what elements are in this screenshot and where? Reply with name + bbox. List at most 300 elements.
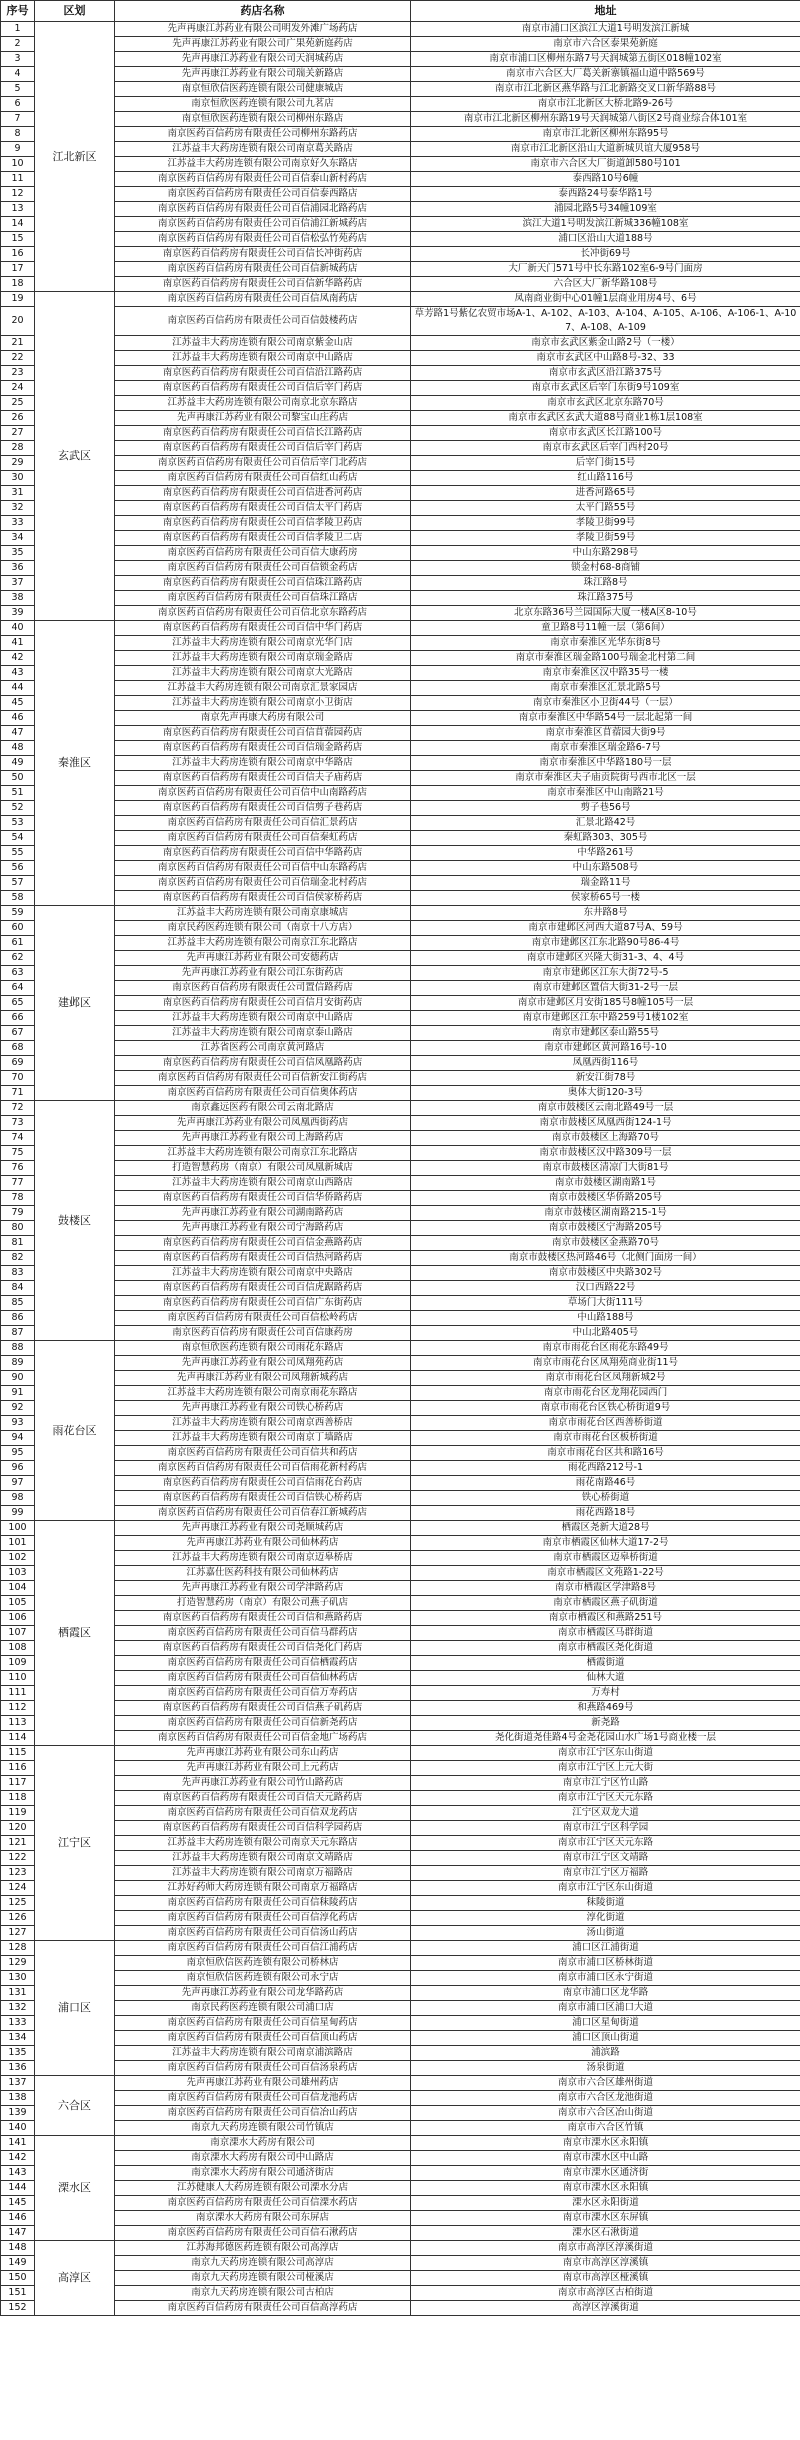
- address-cell: 南京市秦淮区苜蓿园大街9号: [411, 726, 800, 741]
- table-row: [1, 606, 800, 621]
- row-index: 95: [1, 1446, 35, 1461]
- address-cell: 溧水区永阳街道: [411, 2196, 800, 2211]
- row-index: 61: [1, 936, 35, 951]
- table-row: [1, 82, 800, 97]
- table-row: [1, 1746, 800, 1761]
- pharmacy-name-cell: 南京医药百信药房有限责任公司百信秦虹药店: [115, 831, 411, 846]
- address-cell: 南京市建邺区江东大街72号-5: [411, 966, 800, 981]
- address-cell: 南京市鼓楼区云南北路49号一层: [411, 1101, 800, 1116]
- table-row: [1, 711, 800, 726]
- row-index: 8: [1, 127, 35, 142]
- address-cell: 南京市玄武区长江路100号: [411, 426, 800, 441]
- table-row: [1, 217, 800, 232]
- row-index: 89: [1, 1356, 35, 1371]
- address-cell: 南京市鼓楼区金燕路70号: [411, 1236, 800, 1251]
- row-index: 48: [1, 741, 35, 756]
- row-index: 149: [1, 2256, 35, 2271]
- row-index: 37: [1, 576, 35, 591]
- pharmacy-name-cell: 南京医药百信药房有限责任公司百信浦园北路药店: [115, 202, 411, 217]
- address-cell: 南京市玄武区玄武大道88号商业1栋1层108室: [411, 411, 800, 426]
- pharmacy-name-cell: 先声再康江苏药业有限公司铁心桥药店: [115, 1401, 411, 1416]
- pharmacy-name-cell: 南京医药百信药房有限责任公司百信剪子巷药店: [115, 801, 411, 816]
- table-row: [1, 187, 800, 202]
- row-index: 137: [1, 2076, 35, 2091]
- row-index: 81: [1, 1236, 35, 1251]
- row-index: 42: [1, 651, 35, 666]
- row-index: 53: [1, 816, 35, 831]
- pharmacy-name-cell: 江苏益丰大药房连锁有限公司南京瑞金路店: [115, 651, 411, 666]
- pharmacy-name-cell: 南京医药百信药房有限责任公司百信瑞金路药店: [115, 741, 411, 756]
- row-index: 44: [1, 681, 35, 696]
- address-cell: 南京市溧水区中山路: [411, 2151, 800, 2166]
- row-index: 57: [1, 876, 35, 891]
- table-row: [1, 2046, 800, 2061]
- row-index: 117: [1, 1776, 35, 1791]
- address-cell: 南京市秦淮区汇景北路5号: [411, 681, 800, 696]
- row-index: 136: [1, 2061, 35, 2076]
- address-cell: 中华路261号: [411, 846, 800, 861]
- table-row: [1, 2121, 800, 2136]
- pharmacy-name-cell: 江苏益丰大药房连锁有限公司南京西善桥店: [115, 1416, 411, 1431]
- row-index: 22: [1, 351, 35, 366]
- address-cell: 铁心桥街道: [411, 1491, 800, 1506]
- address-cell: 珠江路8号: [411, 576, 800, 591]
- table-row: [1, 1731, 800, 1746]
- address-cell: 浦口区沿山大道188号: [411, 232, 800, 247]
- table-row: [1, 2241, 800, 2256]
- row-index: 110: [1, 1671, 35, 1686]
- address-cell: 新安江街78号: [411, 1071, 800, 1086]
- pharmacy-name-cell: 南京医药百信药房有限责任公司百信孝陵卫二店: [115, 531, 411, 546]
- address-cell: 南京市六合区冶山街道: [411, 2106, 800, 2121]
- table-row: [1, 2061, 800, 2076]
- table-row: [1, 1896, 800, 1911]
- table-row: [1, 67, 800, 82]
- row-index: 84: [1, 1281, 35, 1296]
- row-index: 124: [1, 1881, 35, 1896]
- table-row: [1, 1176, 800, 1191]
- table-row: [1, 1086, 800, 1101]
- table-row: [1, 1596, 800, 1611]
- row-index: 38: [1, 591, 35, 606]
- table-row: [1, 411, 800, 426]
- address-cell: 秦虹路303、305号: [411, 831, 800, 846]
- address-cell: 汤山街道: [411, 1926, 800, 1941]
- address-cell: 南京市栖霞区学津路8号: [411, 1581, 800, 1596]
- pharmacy-name-cell: 南京医药百信药房有限责任公司百信和燕路药店: [115, 1611, 411, 1626]
- address-cell: 剪子巷56号: [411, 801, 800, 816]
- row-index: 85: [1, 1296, 35, 1311]
- pharmacy-name-cell: 先声再康江苏药业有限公司天润城药店: [115, 52, 411, 67]
- table-row: [1, 1581, 800, 1596]
- district-cell: 秦淮区: [35, 621, 115, 906]
- pharmacy-name-cell: 南京溧水大药房有限公司通济街店: [115, 2166, 411, 2181]
- address-cell: 孝陵卫街99号: [411, 516, 800, 531]
- pharmacy-name-cell: 南京医药百信药房有限责任公司百信共和药店: [115, 1446, 411, 1461]
- address-cell: 南京市高淳区淳溪镇: [411, 2256, 800, 2271]
- table-row: [1, 861, 800, 876]
- pharmacy-name-cell: 南京恒欣医药连锁有限公司九茗店: [115, 97, 411, 112]
- table-row: [1, 996, 800, 1011]
- row-index: 3: [1, 52, 35, 67]
- address-cell: 大厂新天门571号中长东路102室6-9号门面房: [411, 262, 800, 277]
- address-cell: 雨花西路18号: [411, 1506, 800, 1521]
- district-cell: 江北新区: [35, 22, 115, 292]
- table-row: [1, 891, 800, 906]
- pharmacy-name-cell: 南京医药百信药房有限责任公司百信新华路药店: [115, 277, 411, 292]
- address-cell: 六合区大厂新华路108号: [411, 277, 800, 292]
- table-row: [1, 696, 800, 711]
- row-index: 68: [1, 1041, 35, 1056]
- address-cell: 南京市建邺区置信大街31-2号一层: [411, 981, 800, 996]
- table-row: [1, 1866, 800, 1881]
- address-cell: 南京市秦淮区小卫街44号（一层）: [411, 696, 800, 711]
- address-cell: 草场门大街111号: [411, 1296, 800, 1311]
- pharmacy-name-cell: 江苏海邦德医药连锁有限公司高淳店: [115, 2241, 411, 2256]
- pharmacy-name-cell: 南京医药百信药房有限责任公司百信长江路药店: [115, 426, 411, 441]
- address-cell: 太平门路55号: [411, 501, 800, 516]
- address-cell: 万寿村: [411, 1686, 800, 1701]
- table-row: [1, 1311, 800, 1326]
- row-index: 92: [1, 1401, 35, 1416]
- address-cell: 南京市江北新区柳州东路95号: [411, 127, 800, 142]
- table-row: [1, 651, 800, 666]
- pharmacy-name-cell: 南京九天药房连锁有限公司古柏店: [115, 2286, 411, 2301]
- row-index: 122: [1, 1851, 35, 1866]
- row-index: 93: [1, 1416, 35, 1431]
- table-row: [1, 1971, 800, 1986]
- address-cell: 南京市江北新区沿山大道新城贝谊大厦958号: [411, 142, 800, 157]
- row-index: 119: [1, 1806, 35, 1821]
- table-row: [1, 1116, 800, 1131]
- row-index: 80: [1, 1221, 35, 1236]
- address-cell: 南京市建邺区江东中路259号1楼102室: [411, 1011, 800, 1026]
- header-index: 序号: [1, 1, 35, 22]
- row-index: 99: [1, 1506, 35, 1521]
- pharmacy-name-cell: 南京医药百信药房有限责任公司百信红山药店: [115, 471, 411, 486]
- address-cell: 锁金村68-8商铺: [411, 561, 800, 576]
- address-cell: 中山东路508号: [411, 861, 800, 876]
- table-row: [1, 726, 800, 741]
- pharmacy-name-cell: 先声再康江苏药业有限公司江东街药店: [115, 966, 411, 981]
- table-row: [1, 2151, 800, 2166]
- row-index: 77: [1, 1176, 35, 1191]
- address-cell: 南京市秦淮区光华东街8号: [411, 636, 800, 651]
- address-cell: 中山路188号: [411, 1311, 800, 1326]
- table-row: [1, 1131, 800, 1146]
- address-cell: 南京市江宁区科学园: [411, 1821, 800, 1836]
- row-index: 131: [1, 1986, 35, 2001]
- pharmacy-name-cell: 南京恒欣医药连锁有限公司柳州东路店: [115, 112, 411, 127]
- address-cell: 南京市江北新区柳州东路19号天润城第八街区2号商业综合体101室: [411, 112, 800, 127]
- address-cell: 南京市鼓楼区汉中路309号一层: [411, 1146, 800, 1161]
- address-cell: 南京市栖霞区尧化街道: [411, 1641, 800, 1656]
- row-index: 128: [1, 1941, 35, 1956]
- pharmacy-name-cell: 先声再康江苏药业有限公司仙林药店: [115, 1536, 411, 1551]
- address-cell: 草芳路1号紫亿农贸市场A-1、A-102、A-103、A-104、A-105、A-106、A-106-1、A-107、A-108、A-109: [411, 307, 800, 336]
- address-cell: 凤凰西街116号: [411, 1056, 800, 1071]
- row-index: 23: [1, 366, 35, 381]
- row-index: 141: [1, 2136, 35, 2151]
- address-cell: 南京市江宁区天元东路: [411, 1836, 800, 1851]
- pharmacy-name-cell: 南京民药医药连锁有限公司（南京十八方店）: [115, 921, 411, 936]
- address-cell: 南京市高淳区淳溪街道: [411, 2241, 800, 2256]
- pharmacy-name-cell: 江苏益丰大药房连锁有限公司南京康城店: [115, 906, 411, 921]
- pharmacy-name-cell: 南京医药百信药房有限责任公司百信锁金药店: [115, 561, 411, 576]
- row-index: 17: [1, 262, 35, 277]
- row-index: 39: [1, 606, 35, 621]
- pharmacy-name-cell: 南京医药百信药房有限责任公司百信浦江新城药店: [115, 217, 411, 232]
- table-row: [1, 1206, 800, 1221]
- address-cell: 泰西路10号6幢: [411, 172, 800, 187]
- pharmacy-name-cell: 南京医药百信药房有限责任公司百信新尧药店: [115, 1716, 411, 1731]
- table-row: [1, 1491, 800, 1506]
- row-index: 100: [1, 1521, 35, 1536]
- pharmacy-name-cell: 南京医药百信药房有限责任公司百信汇景药店: [115, 816, 411, 831]
- address-cell: 南京市江宁区天元东路: [411, 1791, 800, 1806]
- table-row: [1, 981, 800, 996]
- table-row: [1, 1461, 800, 1476]
- row-index: 15: [1, 232, 35, 247]
- pharmacy-name-cell: 南京医药百信药房有限责任公司百信尧化门药店: [115, 1641, 411, 1656]
- address-cell: 南京市江北新区大桥北路9-26号: [411, 97, 800, 112]
- row-index: 145: [1, 2196, 35, 2211]
- pharmacy-name-cell: 南京医药百信药房有限责任公司百信华侨路药店: [115, 1191, 411, 1206]
- pharmacy-name-cell: 江苏益丰大药房连锁有限公司南京好久东路店: [115, 157, 411, 172]
- row-index: 91: [1, 1386, 35, 1401]
- pharmacy-name-cell: 南京医药百信药房有限责任公司百信后宰门药店: [115, 441, 411, 456]
- address-cell: 南京市江宁区东山街道: [411, 1881, 800, 1896]
- address-cell: 南京市玄武区沿江路375号: [411, 366, 800, 381]
- table-row: [1, 1701, 800, 1716]
- pharmacy-name-cell: 江苏益丰大药房连锁有限公司南京中央路店: [115, 1266, 411, 1281]
- address-cell: 南京市六合区大厂街道卸580号101: [411, 157, 800, 172]
- table-row: [1, 1551, 800, 1566]
- pharmacy-name-cell: 南京医药百信药房有限责任公司百信长冲街药店: [115, 247, 411, 262]
- table-row: [1, 1191, 800, 1206]
- pharmacy-name-cell: 南京医药百信药房有限责任公司百信后宰门北药店: [115, 456, 411, 471]
- pharmacy-name-cell: 南京医药百信药房有限责任公司百信奥体药店: [115, 1086, 411, 1101]
- table-row: [1, 2181, 800, 2196]
- address-cell: 瑞金路11号: [411, 876, 800, 891]
- table-row: [1, 1821, 800, 1836]
- address-cell: 南京市六合区大厂葛关新寨镇福山道中路569号: [411, 67, 800, 82]
- address-cell: 进香河路65号: [411, 486, 800, 501]
- table-row: [1, 501, 800, 516]
- pharmacy-name-cell: 南京医药百信药房有限责任公司百信燕子矶药店: [115, 1701, 411, 1716]
- address-cell: 南京市雨花台区凤翔苑商业街11号: [411, 1356, 800, 1371]
- row-index: 130: [1, 1971, 35, 1986]
- row-index: 112: [1, 1701, 35, 1716]
- address-cell: 南京市浦口区浦口大道: [411, 2001, 800, 2016]
- table-row: [1, 876, 800, 891]
- table-row: [1, 1686, 800, 1701]
- row-index: 12: [1, 187, 35, 202]
- pharmacy-name-cell: 南京医药百信药房有限责任公司百信马群药店: [115, 1626, 411, 1641]
- table-row: [1, 906, 800, 921]
- table-row: [1, 2136, 800, 2151]
- address-cell: 滨江大道1号明发滨江新城336幢108室: [411, 217, 800, 232]
- row-index: 150: [1, 2271, 35, 2286]
- pharmacy-name-cell: 南京医药百信药房有限责任公司百信中山南路药店: [115, 786, 411, 801]
- pharmacy-name-cell: 南京恒欣信医药连锁有限公司桥林店: [115, 1956, 411, 1971]
- table-row: [1, 2256, 800, 2271]
- address-cell: 汉口西路22号: [411, 1281, 800, 1296]
- table-row: [1, 1341, 800, 1356]
- address-cell: 南京市六合区雄州街道: [411, 2076, 800, 2091]
- table-row: [1, 22, 800, 37]
- row-index: 101: [1, 1536, 35, 1551]
- table-row: [1, 786, 800, 801]
- row-index: 88: [1, 1341, 35, 1356]
- pharmacy-name-cell: 南京医药百信药房有限责任公司百信万寿药店: [115, 1686, 411, 1701]
- pharmacy-name-cell: 先声再康江苏药业有限公司雄州药店: [115, 2076, 411, 2091]
- address-cell: 后宰门街15号: [411, 456, 800, 471]
- row-index: 78: [1, 1191, 35, 1206]
- table-row: [1, 2016, 800, 2031]
- address-cell: 南京市栖霞区仙林大道17-2号: [411, 1536, 800, 1551]
- pharmacy-name-cell: 先声再康江苏药业有限公司瑞关新路店: [115, 67, 411, 82]
- address-cell: 南京市溧水区东屏镇: [411, 2211, 800, 2226]
- table-row: [1, 366, 800, 381]
- row-index: 27: [1, 426, 35, 441]
- district-cell: 溧水区: [35, 2136, 115, 2241]
- row-index: 43: [1, 666, 35, 681]
- table-row: [1, 1986, 800, 2001]
- table-row: [1, 2076, 800, 2091]
- row-index: 121: [1, 1836, 35, 1851]
- table-row: [1, 1326, 800, 1341]
- address-cell: 新尧路: [411, 1716, 800, 1731]
- pharmacy-name-cell: 江苏健康人大药房连锁有限公司溧水分店: [115, 2181, 411, 2196]
- row-index: 129: [1, 1956, 35, 1971]
- table-row: [1, 1641, 800, 1656]
- row-index: 113: [1, 1716, 35, 1731]
- address-cell: 东井路8号: [411, 906, 800, 921]
- table-row: [1, 232, 800, 247]
- row-index: 132: [1, 2001, 35, 2016]
- pharmacy-name-cell: 南京医药百信药房有限责任公司百信天元路药店: [115, 1791, 411, 1806]
- row-index: 96: [1, 1461, 35, 1476]
- table-row: [1, 1521, 800, 1536]
- row-index: 21: [1, 336, 35, 351]
- row-index: 115: [1, 1746, 35, 1761]
- table-row: [1, 516, 800, 531]
- pharmacy-name-cell: 南京医药百信药房有限责任公司柳州东路药店: [115, 127, 411, 142]
- table-row: [1, 1416, 800, 1431]
- pharmacy-name-cell: 南京医药百信药房有限责任公司百信新安江街药店: [115, 1071, 411, 1086]
- pharmacy-name-cell: 南京医药百信药房有限责任公司百信鼓楼药店: [115, 307, 411, 336]
- table-row: [1, 2211, 800, 2226]
- pharmacy-name-cell: 南京医药百信药房有限责任公司百信星甸药店: [115, 2016, 411, 2031]
- row-index: 105: [1, 1596, 35, 1611]
- pharmacy-name-cell: 江苏益丰大药房连锁有限公司南京紫金山店: [115, 336, 411, 351]
- pharmacy-name-cell: 南京医药百信药房有限责任公司百信中华门药店: [115, 621, 411, 636]
- address-cell: 南京市鼓楼区湖南路1号: [411, 1176, 800, 1191]
- pharmacy-name-cell: 先声再康江苏药业有限公司广果苑新庭药店: [115, 37, 411, 52]
- row-index: 106: [1, 1611, 35, 1626]
- row-index: 30: [1, 471, 35, 486]
- header-row: [1, 1, 800, 22]
- table-row: [1, 277, 800, 292]
- address-cell: 雨花西路212号-1: [411, 1461, 800, 1476]
- table-row: [1, 1221, 800, 1236]
- table-row: [1, 681, 800, 696]
- table-row: [1, 831, 800, 846]
- pharmacy-name-cell: 先声再康江苏药业有限公司安德药店: [115, 951, 411, 966]
- pharmacy-name-cell: 先声再康江苏药业有限公司东山药店: [115, 1746, 411, 1761]
- table-row: [1, 1761, 800, 1776]
- pharmacy-name-cell: 南京先声再康大药房有限公司: [115, 711, 411, 726]
- row-index: 144: [1, 2181, 35, 2196]
- row-index: 31: [1, 486, 35, 501]
- table-row: [1, 756, 800, 771]
- row-index: 7: [1, 112, 35, 127]
- address-cell: 南京市高淳区古柏街道: [411, 2286, 800, 2301]
- pharmacy-name-cell: 先声再康江苏药业有限公司上海路药店: [115, 1131, 411, 1146]
- address-cell: 长冲街69号: [411, 247, 800, 262]
- pharmacy-name-cell: 南京医药百信药房有限责任公司百信铁心桥药店: [115, 1491, 411, 1506]
- address-cell: 南京市江宁区竹山路: [411, 1776, 800, 1791]
- address-cell: 南京市栖霞区文苑路1-22号: [411, 1566, 800, 1581]
- address-cell: 南京市雨花台区板桥街道: [411, 1431, 800, 1446]
- row-index: 72: [1, 1101, 35, 1116]
- pharmacy-name-cell: 先声再康江苏药业有限公司凤翔新城药店: [115, 1371, 411, 1386]
- table-row: [1, 1791, 800, 1806]
- table-row: [1, 621, 800, 636]
- district-cell: 鼓楼区: [35, 1101, 115, 1341]
- row-index: 51: [1, 786, 35, 801]
- table-row: [1, 816, 800, 831]
- header-address: 地址: [411, 1, 800, 22]
- header-district: 区划: [35, 1, 115, 22]
- pharmacy-name-cell: 江苏益丰大药房连锁有限公司南京葛关路店: [115, 142, 411, 157]
- pharmacy-name-cell: 江苏益丰大药房连锁有限公司南京汇景家园店: [115, 681, 411, 696]
- row-index: 120: [1, 1821, 35, 1836]
- pharmacy-name-cell: 南京医药百信药房有限责任公司百信珠江路药店: [115, 576, 411, 591]
- address-cell: 南京市六合区竹镇: [411, 2121, 800, 2136]
- table-row: [1, 1161, 800, 1176]
- pharmacy-name-cell: 江苏益丰大药房连锁有限公司南京江东北路店: [115, 1146, 411, 1161]
- address-cell: 江宁区双龙大道: [411, 1806, 800, 1821]
- address-cell: 栖霞区尧新大道28号: [411, 1521, 800, 1536]
- pharmacy-name-cell: 南京医药百信药房有限责任公司百信科学园药店: [115, 1821, 411, 1836]
- table-row: [1, 486, 800, 501]
- pharmacy-name-cell: 南京医药百信药房有限责任公司百信后宰门药店: [115, 381, 411, 396]
- table-row: [1, 1101, 800, 1116]
- row-index: 126: [1, 1911, 35, 1926]
- table-row: [1, 1251, 800, 1266]
- address-cell: 浦口区顶山街道: [411, 2031, 800, 2046]
- row-index: 65: [1, 996, 35, 1011]
- address-cell: 淳化街道: [411, 1911, 800, 1926]
- table-row: [1, 1356, 800, 1371]
- address-cell: 中山北路405号: [411, 1326, 800, 1341]
- table-row: [1, 37, 800, 52]
- row-index: 52: [1, 801, 35, 816]
- address-cell: 溧水区石湫街道: [411, 2226, 800, 2241]
- row-index: 148: [1, 2241, 35, 2256]
- row-index: 133: [1, 2016, 35, 2031]
- table-row: [1, 262, 800, 277]
- address-cell: 浦园北路5号34幢109室: [411, 202, 800, 217]
- address-cell: 南京市雨花台区西善桥街道: [411, 1416, 800, 1431]
- pharmacy-name-cell: 打造智慧药房（南京）有限公司凤凰新城店: [115, 1161, 411, 1176]
- pharmacy-name-cell: 江苏益丰大药房连锁有限公司南京泰山路店: [115, 1026, 411, 1041]
- table-row: [1, 292, 800, 307]
- pharmacy-name-cell: 南京医药百信药房有限责任公司百信广东街药店: [115, 1296, 411, 1311]
- row-index: 123: [1, 1866, 35, 1881]
